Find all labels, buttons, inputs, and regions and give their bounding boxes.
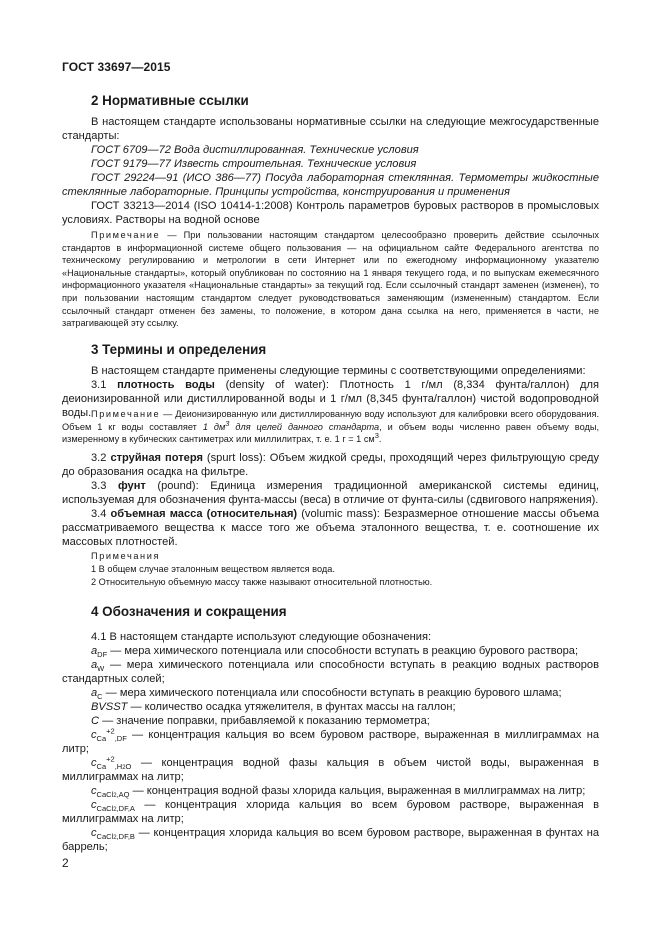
- note-2: 2 Относительную объемную массу также называют относительной плотностью.: [91, 577, 433, 587]
- note-text: — При пользовании настоящим стандартом целесообразно проверить действие ссылочных стандартов в информационной системе общего пользования — на официальном сайте Федерального агентства по техническому регулированию и метрологии в сети Интернет или по ежегодному информационному указателю «Национальные стандарты», который опубликован по состоянию на 1 января текущего года, и по выпускам ежемесячного информационного указателя «Национальные стандарты» за текущий год. Если ссылочный стандарт заменен (изменен), то при пользовании настоящим стандартом следует руководствоваться заменяющим (измененным) стандартом. Если ссылочный стандарт отменен без замены, то положение, в котором дана ссылка на него, применяется в части, не затрагивающей эту ссылку.: [62, 230, 599, 329]
- subscript: W: [97, 664, 105, 674]
- subscript: Ca: [96, 734, 107, 744]
- subscript: CaCl: [96, 832, 114, 842]
- term-number: 3.4: [91, 508, 111, 520]
- subscript-3: ,DF,A: [116, 804, 135, 814]
- subscript-4: O: [125, 762, 132, 772]
- section-2-note: [62, 229, 599, 330]
- symbol-description: — мера химического потенциала или способности вступать в реакцию бурового раствора;: [107, 645, 579, 657]
- subscript-2: ,H: [114, 762, 123, 772]
- subscript-3: ,DF,B: [116, 832, 135, 842]
- symbol: BVSST: [91, 701, 128, 713]
- symbol: c: [91, 729, 97, 741]
- note-end: .: [378, 434, 382, 445]
- section-3-intro: В настоящем стандарте применены следующие термины с соответствующими определениями:: [91, 365, 586, 377]
- symbol-bvsst: [62, 700, 599, 714]
- note-italic-text: 1 дм: [202, 421, 226, 432]
- symbol-description: — концентрация хлорида кальция во всем буровом растворе, выраженная в фунтах на баррель;: [62, 827, 599, 854]
- subscript-2: ,DF: [114, 734, 127, 744]
- notes-label-text: Примечания: [91, 551, 161, 561]
- note-italic: [202, 418, 380, 432]
- subscript: CaCl: [96, 804, 114, 814]
- symbol: C: [91, 715, 100, 727]
- term-number: 3.1: [91, 379, 118, 391]
- term-definition: (spurt loss): Объем жидкой среды, проходящий через фильтрующую среду до образования осадка на фильтре.: [62, 452, 599, 479]
- symbol-a-df: [62, 644, 599, 658]
- symbol-a-w: [62, 658, 599, 686]
- section-2-intro: В настоящем стандарте использованы нормативные ссылки на следующие межгосударственные стандарты:: [62, 116, 599, 143]
- term-3-1-note: [62, 408, 599, 446]
- term-name: струйная потеря: [110, 452, 203, 464]
- term-definition: (pound): Единица измерения традиционной американской системы единиц, используемая для обозначения фунта-массы (веса) в отличие от фунта-силы (сдвигового напряжения).: [62, 480, 599, 507]
- page-number: 2: [62, 856, 69, 870]
- term-definition: (volumic mass): Безразмерное отношение массы объема рассматриваемого вещества к массе того же объема эталонного вещества, т. е. соотношение их массовых плотностей.: [62, 508, 599, 549]
- term-number: 3.2: [91, 452, 111, 464]
- term-name: фунт: [117, 480, 146, 492]
- symbol-c-cacl2-aq: [62, 784, 599, 798]
- reference-1: ГОСТ 6709—72 Вода дистиллированная. Технические условия: [91, 144, 419, 156]
- symbol: c: [91, 827, 97, 839]
- symbol: a: [91, 687, 98, 699]
- symbol: a: [91, 659, 98, 671]
- section-2-title: 2 Нормативные ссылки: [91, 93, 249, 108]
- symbol-c: [62, 714, 599, 728]
- symbol-description: — концентрация водной фазы хлорида кальция, выраженная в миллиграммах на литр;: [129, 785, 586, 797]
- superscript-2: 3: [374, 431, 379, 441]
- term-name: объемная масса (относительная): [110, 508, 298, 520]
- symbol-description: — мера химического потенциала или способности вступать в реакцию водных растворов стандартных солей;: [62, 659, 599, 686]
- symbol-c-cacl2-df-b: [62, 826, 599, 854]
- symbol-description: — концентрация хлорида кальция во всем буровом растворе, выраженная в миллиграммах на литр;: [62, 799, 599, 826]
- reference-4: ГОСТ 33213—2014 (ISO 10414-1:2008) Контроль параметров буровых растворов в промысловых условиях. Растворы на водной основе: [62, 200, 599, 227]
- notes-label: [62, 550, 599, 563]
- symbol: c: [91, 785, 97, 797]
- symbol-description: — концентрация водной фазы кальция в объем чистой воды, выраженная в миллиграммах на литр;: [62, 757, 599, 784]
- symbol-description: — мера химического потенциала или способности вступать в реакцию бурового шлама;: [102, 687, 562, 699]
- section-4-intro: 4.1 В настоящем стандарте используют следующие обозначения:: [91, 631, 432, 643]
- note-1: 1 В общем случае эталонным веществом является вода.: [91, 564, 335, 574]
- superscript: +2: [106, 726, 115, 736]
- document-header: ГОСТ 33697—2015: [62, 60, 171, 74]
- reference-3: ГОСТ 29224—91 (ИСО 386—77) Посуда лабораторная стеклянная. Термометры жидкостные стеклянные лабораторные. Принципы устройства, конструирования и применения: [62, 172, 599, 199]
- symbol-c-cacl2-df-a: [62, 798, 599, 826]
- symbol-description: — количество осадка утяжелителя, в фунтах массы на галлон;: [127, 701, 456, 713]
- term-3-2: [62, 451, 599, 479]
- superscript: 3: [225, 418, 230, 428]
- subscript-3: ,AQ: [116, 790, 130, 800]
- symbol-c-ca-h2o: [62, 756, 599, 784]
- symbol: c: [91, 757, 97, 769]
- note-text: — Деионизированную или дистиллированную воду используют для калибровки всего оборудования. Объем 1 кг воды составляет: [62, 409, 599, 432]
- term-3-3: [62, 479, 599, 507]
- term-definition: (density of water): Плотность 1 г/мл (8,334 фунта/галлон) для деионизированной или дистиллированной воды и 1 г/мл (8,345 фунта/галлон) чистой водопроводной воды.: [62, 379, 599, 420]
- subscript-2: 2: [113, 835, 117, 842]
- term-number: 3.3: [91, 480, 118, 492]
- note-label: Примечание: [91, 230, 161, 240]
- superscript: +2: [106, 754, 115, 764]
- reference-2: ГОСТ 9179—77 Известь строительная. Технические условия: [91, 158, 417, 170]
- subscript-3: 2: [122, 765, 126, 772]
- section-3-title: 3 Термины и определения: [91, 342, 267, 357]
- subscript: CaCl: [96, 790, 114, 800]
- note-text-2: , и объем воды численно равен объему воды, измеренному в кубических сантиметрах или миллилитрах, т. е. 1 г = 1 см: [62, 421, 599, 445]
- subscript-2: 2: [113, 793, 117, 800]
- symbol: c: [91, 799, 97, 811]
- term-3-4: [62, 507, 599, 550]
- symbol-a-c: [62, 686, 599, 700]
- term-name: плотность воды: [117, 379, 215, 391]
- section-4-title: 4 Обозначения и сокращения: [91, 604, 287, 619]
- symbol: a: [91, 645, 98, 657]
- subscript-2: 2: [113, 807, 117, 814]
- symbol-c-ca-df: [62, 728, 599, 756]
- note-italic-text-2: для целей данного стандарта: [229, 421, 380, 432]
- subscript: C: [97, 692, 103, 702]
- subscript: DF: [97, 650, 108, 660]
- symbol-description: — концентрация кальция во всем буровом растворе, выраженная в миллиграммах на литр;: [62, 729, 599, 756]
- note-label: Примечание: [91, 409, 161, 419]
- subscript: Ca: [96, 762, 107, 772]
- symbol-description: — значение поправки, прибавляемой к показанию термометра;: [99, 715, 430, 727]
